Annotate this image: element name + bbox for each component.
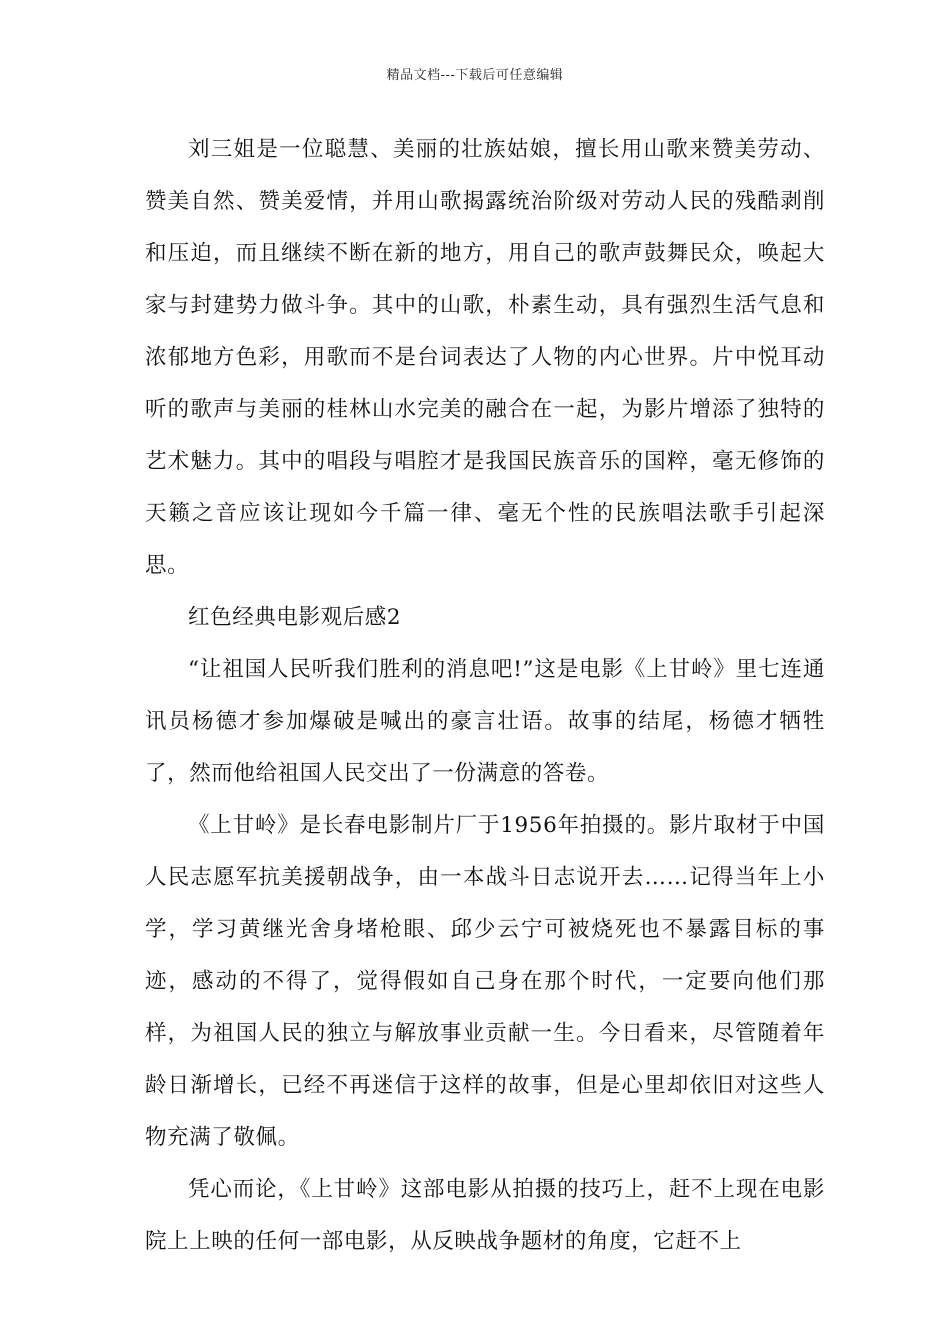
paragraph-liu-sanjie: 刘三姐是一位聪慧、美丽的壮族姑娘，擅长用山歌来赞美劳动、赞美自然、赞美爱情，并用山歌揭露统治阶级对劳动人民的残酷剥削和压迫，而且继续不断在新的地方，用自己的歌声鼓舞民众，唤起大家与封建势力做斗争。其中的山歌，朴素生动，具有强烈生活气息和浓郁地方色彩，用歌而不是台词表达了人物的内心世界。片中悦耳动听的歌声与美丽的桂林山水完美的融合在一起，为影片增添了独特的艺术魅力。其中的唱段与唱腔才是我国民族音乐的国粹，毫无修饰的天籁之音应该让现如今千篇一律、毫无个性的民族唱法歌手引起深思。 (145, 137, 825, 578)
document-body (145, 124, 825, 1268)
paragraph-comparison: 凭心而论，《上甘岭》这部电影从拍摄的技巧上，赶不上现在电影院上上映的任何一部电影，从反映战争题材的角度，它赶不上 (145, 1177, 825, 1254)
section-heading: 红色经典电影观后感2 (188, 605, 402, 630)
paragraph-shangganling: 《上甘岭》是长春电影制片厂于1956年拍摄的。影片取材于中国人民志愿军抗美援朝战争，由一本战斗日志说开去……记得当年上小学，学习黄继光舍身堵枪眼、邱少云宁可被烧死也不暴露目标的事迹，感动的不得了，觉得假如自己身在那个时代，一定要向他们那样，为祖国人民的独立与解放事业贡献一生。今日看来，尽管随着年龄日渐增长，已经不再迷信于这样的故事，但是心里却依旧对这些人物充满了敬佩。 (145, 813, 825, 1150)
page-header: 精品文档---下载后可任意编辑 (386, 68, 564, 83)
paragraph-yang-decai: “让祖国人民听我们胜利的消息吧!”这是电影《上甘岭》里七连通讯员杨德才参加爆破是喊出的豪言壮语。故事的结尾，杨德才牺牲了，然而他给祖国人民交出了一份满意的答卷。 (145, 657, 825, 786)
